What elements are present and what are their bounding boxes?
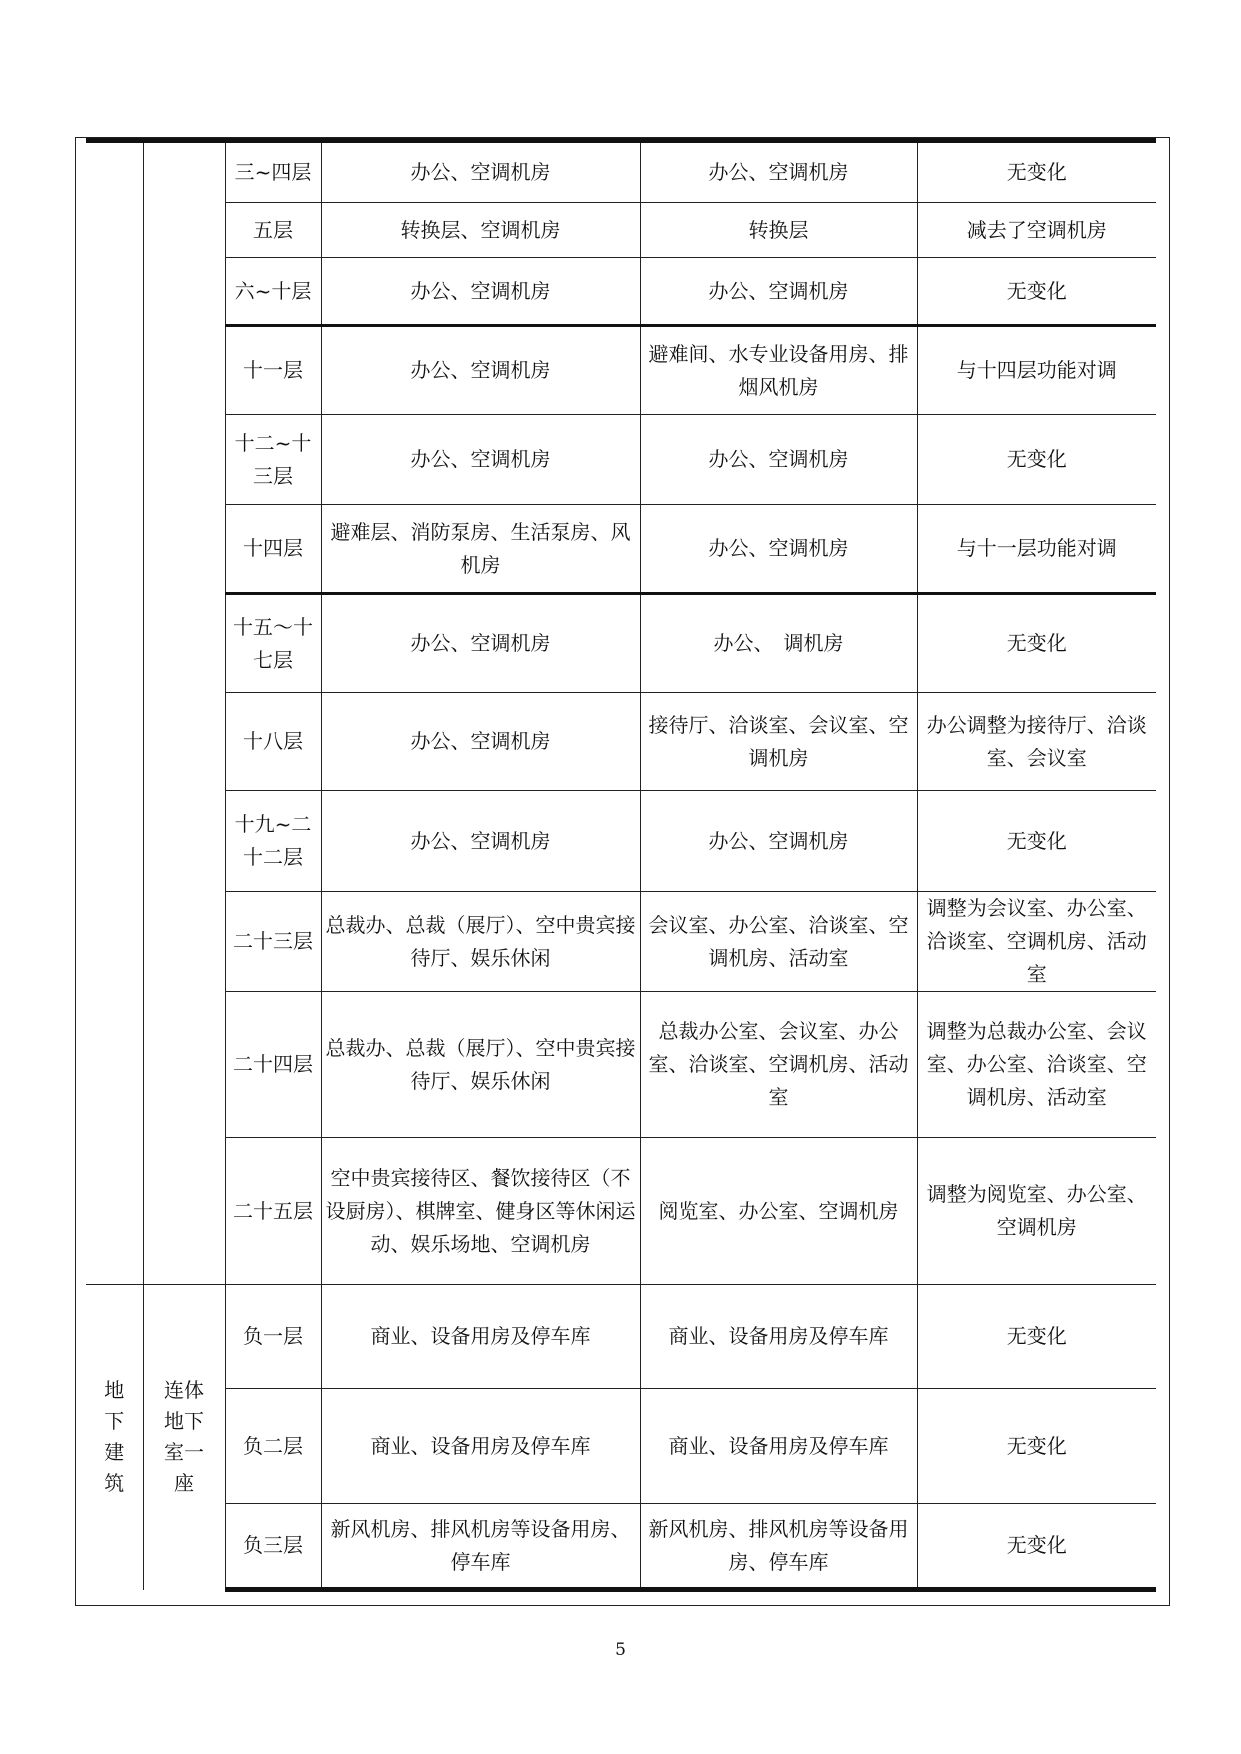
floor-cell: 负三层 xyxy=(225,1504,321,1590)
floor-cell: 三~四层 xyxy=(225,141,321,203)
original-function-cell: 办公、空调机房 xyxy=(321,594,640,693)
original-function-cell: 办公、空调机房 xyxy=(321,326,640,415)
original-function-cell: 总裁办、总裁（展厅）、空中贵宾接待厅、娱乐休闲 xyxy=(321,992,640,1138)
original-function-cell: 办公、空调机房 xyxy=(321,141,640,203)
change-cell: 无变化 xyxy=(917,791,1156,892)
original-function-cell: 商业、设备用房及停车库 xyxy=(321,1285,640,1389)
floor-cell: 十一层 xyxy=(225,326,321,415)
building-cell xyxy=(143,1285,225,1590)
adjusted-function-cell: 会议室、办公室、洽谈室、空调机房、活动室 xyxy=(640,892,917,992)
original-function-cell: 空中贵宾接待区、餐饮接待区（不设厨房）、棋牌室、健身区等休闲运动、娱乐场地、空调机房 xyxy=(321,1138,640,1285)
table-row xyxy=(86,594,1156,693)
adjusted-function-cell: 转换层 xyxy=(640,203,917,258)
change-cell: 与十四层功能对调 xyxy=(917,326,1156,415)
adjusted-function-cell: 办公、空调机房 xyxy=(640,141,917,203)
adjusted-function-cell: 商业、设备用房及停车库 xyxy=(640,1285,917,1389)
table-row xyxy=(86,1504,1156,1590)
category-label: 地下建筑 xyxy=(104,1377,125,1495)
change-cell: 无变化 xyxy=(917,594,1156,693)
change-cell: 办公调整为接待厅、洽谈室、会议室 xyxy=(917,693,1156,791)
original-function-cell: 转换层、空调机房 xyxy=(321,203,640,258)
change-cell: 减去了空调机房 xyxy=(917,203,1156,258)
original-function-cell: 避难层、消防泵房、生活泵房、风机房 xyxy=(321,505,640,594)
adjusted-function-cell: 总裁办公室、会议室、办公室、洽谈室、空调机房、活动室 xyxy=(640,992,917,1138)
table-row xyxy=(86,326,1156,415)
adjusted-function-cell: 办公、空调机房 xyxy=(640,258,917,326)
table-row xyxy=(86,141,1156,203)
adjusted-function-cell: 新风机房、排风机房等设备用房、停车库 xyxy=(640,1504,917,1590)
floor-cell: 十四层 xyxy=(225,505,321,594)
adjusted-function-cell: 接待厅、洽谈室、会议室、空调机房 xyxy=(640,693,917,791)
adjusted-function-cell: 商业、设备用房及停车库 xyxy=(640,1389,917,1504)
original-function-cell: 办公、空调机房 xyxy=(321,693,640,791)
change-cell: 无变化 xyxy=(917,258,1156,326)
change-cell: 无变化 xyxy=(917,141,1156,203)
floor-cell: 十二~十三层 xyxy=(225,415,321,505)
floor-cell: 十五～十七层 xyxy=(225,594,321,693)
change-cell: 无变化 xyxy=(917,1504,1156,1590)
table-row xyxy=(86,505,1156,594)
original-function-cell: 办公、空调机房 xyxy=(321,258,640,326)
original-function-cell: 新风机房、排风机房等设备用房、停车库 xyxy=(321,1504,640,1590)
adjusted-function-cell: 办公、空调机房 xyxy=(640,505,917,594)
floor-cell: 五层 xyxy=(225,203,321,258)
floor-cell: 六~十层 xyxy=(225,258,321,326)
category-cell xyxy=(86,1285,143,1590)
table-row xyxy=(86,1138,1156,1285)
change-cell: 调整为总裁办公室、会议室、办公室、洽谈室、空调机房、活动室 xyxy=(917,992,1156,1138)
building-label: 连体地下室一座 xyxy=(164,1377,204,1495)
change-cell: 无变化 xyxy=(917,1389,1156,1504)
change-cell: 与十一层功能对调 xyxy=(917,505,1156,594)
table-row xyxy=(86,992,1156,1138)
table-row xyxy=(86,892,1156,992)
adjusted-function-cell: 办公、空调机房 xyxy=(640,791,917,892)
floor-cell: 二十五层 xyxy=(225,1138,321,1285)
original-function-cell: 总裁办、总裁（展厅）、空中贵宾接待厅、娱乐休闲 xyxy=(321,892,640,992)
change-cell: 无变化 xyxy=(917,1285,1156,1389)
building-cell-upper xyxy=(143,141,225,1285)
change-cell: 调整为阅览室、办公室、空调机房 xyxy=(917,1138,1156,1285)
floor-cell: 十八层 xyxy=(225,693,321,791)
adjusted-function-cell: 避难间、水专业设备用房、排烟风机房 xyxy=(640,326,917,415)
original-function-cell: 商业、设备用房及停车库 xyxy=(321,1389,640,1504)
floor-cell: 二十三层 xyxy=(225,892,321,992)
table-row xyxy=(86,791,1156,892)
page-number: 5 xyxy=(615,1640,626,1660)
floor-cell: 负一层 xyxy=(225,1285,321,1389)
adjusted-function-cell: 阅览室、办公室、空调机房 xyxy=(640,1138,917,1285)
function-comparison-table xyxy=(86,138,1156,1592)
table-row xyxy=(86,415,1156,505)
table-row xyxy=(86,1389,1156,1504)
floor-cell: 二十四层 xyxy=(225,992,321,1138)
table-row xyxy=(86,1285,1156,1389)
table-row xyxy=(86,203,1156,258)
original-function-cell: 办公、空调机房 xyxy=(321,415,640,505)
change-cell: 无变化 xyxy=(917,415,1156,505)
change-cell: 调整为会议室、办公室、洽谈室、空调机房、活动室 xyxy=(917,892,1156,992)
adjusted-function-cell: 办公、 调机房 xyxy=(640,594,917,693)
original-function-cell: 办公、空调机房 xyxy=(321,791,640,892)
table-row xyxy=(86,258,1156,326)
category-cell-upper xyxy=(86,141,143,1285)
adjusted-function-cell: 办公、空调机房 xyxy=(640,415,917,505)
table-row xyxy=(86,693,1156,791)
floor-cell: 负二层 xyxy=(225,1389,321,1504)
floor-cell: 十九~二十二层 xyxy=(225,791,321,892)
